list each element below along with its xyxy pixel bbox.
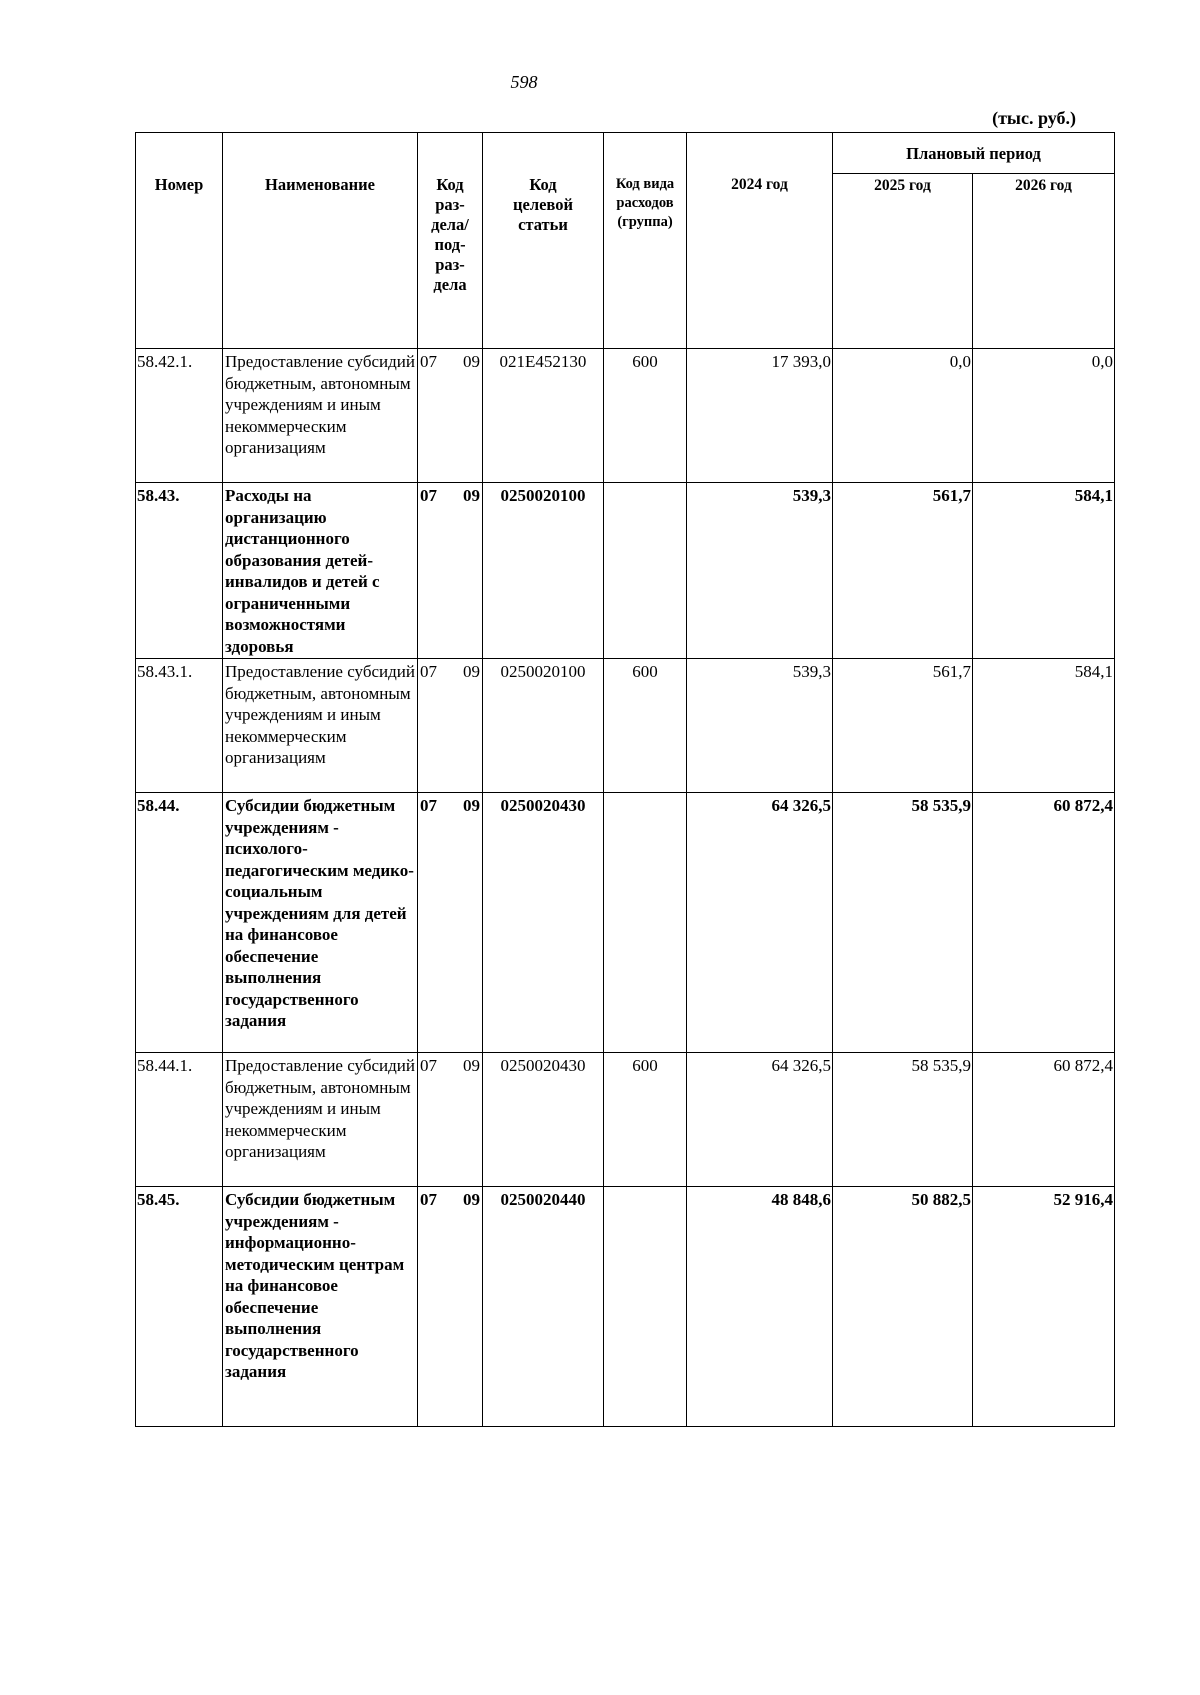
row-target: 0250020430 (483, 1053, 604, 1187)
row-prz: 09 (463, 352, 480, 371)
units-label: (тыс. руб.) (992, 108, 1076, 128)
header-number: Номер (136, 133, 223, 349)
row-vid: 600 (604, 659, 687, 793)
row-rz: 07 (420, 352, 437, 371)
row-2024: 539,3 (687, 659, 833, 793)
row-target: 0250020100 (483, 483, 604, 659)
row-vid (604, 1187, 687, 1427)
row-2025: 50 882,5 (833, 1187, 973, 1427)
row-target: 0250020440 (483, 1187, 604, 1427)
header-razdel: Код раз- дела/ под- раз- дела (418, 133, 483, 349)
row-razdel (418, 659, 483, 793)
row-prz: 09 (463, 1056, 480, 1075)
row-razdel (418, 483, 483, 659)
row-name: Расходы на организацию дистанционного образования детей-инвалидов и детей с ограниченными возможностями здоровья (223, 483, 418, 659)
header-target: Код целевой статьи (483, 133, 604, 349)
row-rz: 07 (420, 662, 437, 681)
table-row (136, 483, 1115, 659)
row-number: 58.42.1. (136, 349, 223, 483)
row-razdel (418, 793, 483, 1053)
table-row (136, 659, 1115, 793)
row-prz: 09 (463, 796, 480, 815)
row-2026: 584,1 (973, 659, 1115, 793)
row-vid (604, 483, 687, 659)
row-rz: 07 (420, 486, 437, 505)
header-planned-period: Плановый период (833, 133, 1115, 174)
row-2024: 17 393,0 (687, 349, 833, 483)
row-number: 58.44.1. (136, 1053, 223, 1187)
row-prz: 09 (463, 1190, 480, 1209)
budget-table (135, 132, 1115, 1427)
header-row (136, 133, 1115, 174)
header-2025: 2025 год (833, 174, 973, 349)
table-row (136, 1053, 1115, 1187)
header-2024: 2024 год (687, 133, 833, 349)
row-number: 58.43. (136, 483, 223, 659)
row-2025: 561,7 (833, 659, 973, 793)
row-2025: 561,7 (833, 483, 973, 659)
row-2026: 0,0 (973, 349, 1115, 483)
header-name: Наименование (223, 133, 418, 349)
row-name: Субсидии бюджетным учреждениям - информационно-методическим центрам на финансовое обеспечение выполнения государственного задания (223, 1187, 418, 1427)
table-row (136, 793, 1115, 1053)
row-2025: 0,0 (833, 349, 973, 483)
row-name: Предоставление субсидий бюджетным, автономным учреждениям и иным некоммерческим организациям (223, 349, 418, 483)
row-2026: 60 872,4 (973, 1053, 1115, 1187)
row-2025: 58 535,9 (833, 1053, 973, 1187)
row-2026: 584,1 (973, 483, 1115, 659)
row-name: Субсидии бюджетным учреждениям - психолого-педагогическим медико-социальным учреждениям для детей на финансовое обеспечение выполнения государственного задания (223, 793, 418, 1053)
row-2024: 64 326,5 (687, 1053, 833, 1187)
header-vid: Код вида расходов (группа) (604, 133, 687, 349)
row-vid (604, 793, 687, 1053)
row-razdel (418, 1187, 483, 1427)
table-row (136, 349, 1115, 483)
row-2026: 60 872,4 (973, 793, 1115, 1053)
row-vid: 600 (604, 349, 687, 483)
row-name: Предоставление субсидий бюджетным, автономным учреждениям и иным некоммерческим организациям (223, 1053, 418, 1187)
row-name: Предоставление субсидий бюджетным, автономным учреждениям и иным некоммерческим организациям (223, 659, 418, 793)
table-row (136, 1187, 1115, 1427)
row-rz: 07 (420, 1190, 437, 1209)
row-target: 0250020430 (483, 793, 604, 1053)
header-2026: 2026 год (973, 174, 1115, 349)
row-prz: 09 (463, 662, 480, 681)
row-rz: 07 (420, 1056, 437, 1075)
row-number: 58.43.1. (136, 659, 223, 793)
row-2024: 64 326,5 (687, 793, 833, 1053)
row-rz: 07 (420, 796, 437, 815)
row-razdel (418, 349, 483, 483)
row-target: 0250020100 (483, 659, 604, 793)
row-razdel (418, 1053, 483, 1187)
row-number: 58.44. (136, 793, 223, 1053)
row-target: 021Е452130 (483, 349, 604, 483)
row-2025: 58 535,9 (833, 793, 973, 1053)
row-2026: 52 916,4 (973, 1187, 1115, 1427)
row-2024: 48 848,6 (687, 1187, 833, 1427)
row-number: 58.45. (136, 1187, 223, 1427)
row-prz: 09 (463, 486, 480, 505)
row-2024: 539,3 (687, 483, 833, 659)
page-number: 598 (510, 72, 538, 92)
row-vid: 600 (604, 1053, 687, 1187)
